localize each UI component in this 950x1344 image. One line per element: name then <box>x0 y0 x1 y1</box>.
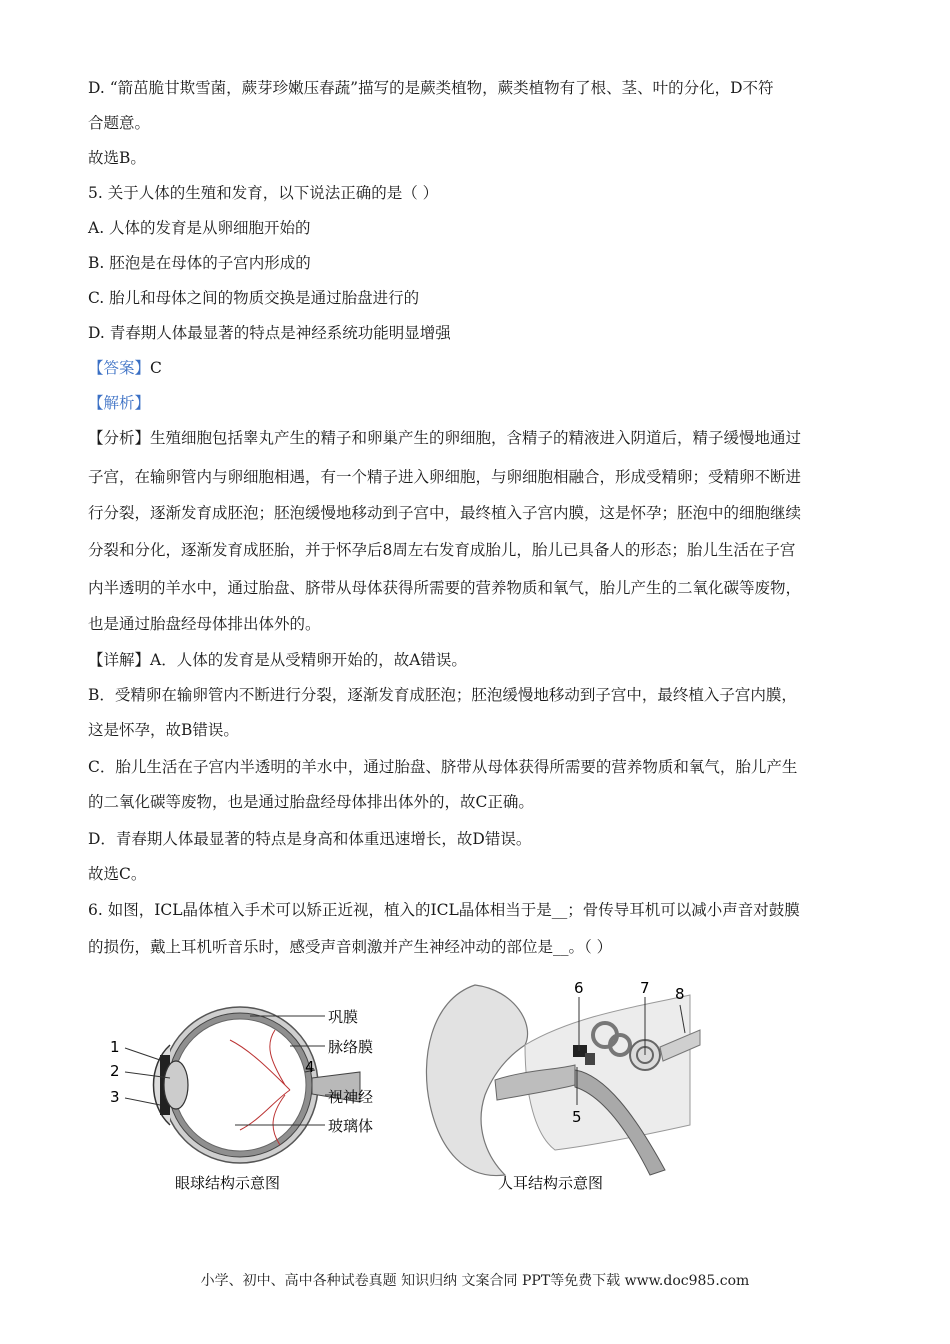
analysis-line: 也是通过胎盘经母体排出体外的。 <box>88 615 321 633</box>
ear-label-7: 7 <box>640 979 650 997</box>
analysis-tag: 【解析】 <box>88 394 151 412</box>
option-a: A. 人体的发育是从卵细胞开始的 <box>88 219 311 237</box>
analysis-line: 内半透明的羊水中，通过胎盘、脐带从母体获得所需要的营养物质和氧气，胎儿产生的二氧化碳等废物， <box>88 579 802 597</box>
question-6-stem: 6. 如图，ICL晶体植入手术可以矫正近视，植入的ICL晶体相当于是__；骨传导耳机可以减小声音对鼓膜 <box>88 901 800 919</box>
question-5-stem: 5. 关于人体的生殖和发育，以下说法正确的是（ ） <box>88 184 439 202</box>
detail-line: 故选C。 <box>88 865 147 883</box>
eye-label-3: 3 <box>110 1088 120 1106</box>
eye-structure-diagram <box>100 990 400 1200</box>
ear-label-8: 8 <box>675 985 685 1003</box>
ear-label-5: 5 <box>572 1108 582 1126</box>
detail-line: C．胎儿生活在子宫内半透明的羊水中，通过胎盘、脐带从母体获得所需要的营养物质和氧气，胎儿产生 <box>88 758 798 776</box>
text-line: D. “箭茁脆甘欺雪菌，蕨芽珍嫩压春蔬”描写的是蕨类植物，蕨类植物有了根、茎、叶的分化，D不符 <box>88 79 774 97</box>
eye-caption: 眼球结构示意图 <box>175 1174 281 1192</box>
option-d: D. 青春期人体最显著的特点是神经系统功能明显增强 <box>88 324 451 342</box>
answer-tag: 【答案】 <box>88 359 151 377</box>
answer-value: C <box>150 359 162 377</box>
analysis-line: 子宫，在输卵管内与卵细胞相遇，有一个精子进入卵细胞，与卵细胞相融合，形成受精卵；受精卵不断进 <box>88 468 802 486</box>
eye-label-optic-nerve: 视神经 <box>328 1088 374 1106</box>
eye-label-4: 4 <box>305 1058 315 1076</box>
ear-label-6: 6 <box>574 979 584 997</box>
analysis-line: 行分裂，逐渐发育成胚泡；胚泡缓慢地移动到子宫中，最终植入子宫内膜，这是怀孕；胚泡中的细胞继续 <box>88 504 802 522</box>
answer-line <box>88 358 868 378</box>
eye-label-sclera: 巩膜 <box>328 1008 359 1026</box>
analysis-line: 分裂和分化，逐渐发育成胚胎，并于怀孕后8周左右发育成胎儿，胎儿已具备人的形态；胎儿生活在子宫 <box>88 541 796 559</box>
detail-line: 这是怀孕，故B错误。 <box>88 721 239 739</box>
detail-line: D．青春期人体最显著的特点是身高和体重迅速增长，故D错误。 <box>88 830 532 848</box>
option-b: B. 胚泡是在母体的子宫内形成的 <box>88 254 311 272</box>
page-footer: 小学、初中、高中各种试卷真题 知识归纳 文案合同 PPT等免费下载 www.doc985.com <box>200 1273 750 1289</box>
eye-label-2: 2 <box>110 1062 120 1080</box>
analysis-line: 【分析】生殖细胞包括睾丸产生的精子和卵巢产生的卵细胞，含精子的精液进入阴道后，精子缓慢地通过 <box>88 429 802 447</box>
detail-line: B．受精卵在输卵管内不断进行分裂，逐渐发育成胚泡；胚泡缓慢地移动到子宫中，最终植入子宫内膜， <box>88 686 797 704</box>
ear-structure-diagram <box>415 975 705 1200</box>
detail-line: 的二氧化碳等废物，也是通过胎盘经母体排出体外的，故C正确。 <box>88 793 534 811</box>
eye-label-choroid: 脉络膜 <box>328 1038 374 1056</box>
question-6-stem: 的损伤，戴上耳机听音乐时，感受声音刺激并产生神经冲动的部位是__。（ ） <box>88 938 613 956</box>
text-line: 合题意。 <box>88 114 151 132</box>
detail-line: 【详解】A．人体的发育是从受精卵开始的，故A错误。 <box>88 651 467 669</box>
ear-caption: 人耳结构示意图 <box>498 1174 604 1192</box>
text-line: 故选B。 <box>88 149 146 167</box>
eye-label-1: 1 <box>110 1038 120 1056</box>
eye-label-vitreous: 玻璃体 <box>328 1117 374 1135</box>
option-c: C. 胎儿和母体之间的物质交换是通过胎盘进行的 <box>88 289 420 307</box>
